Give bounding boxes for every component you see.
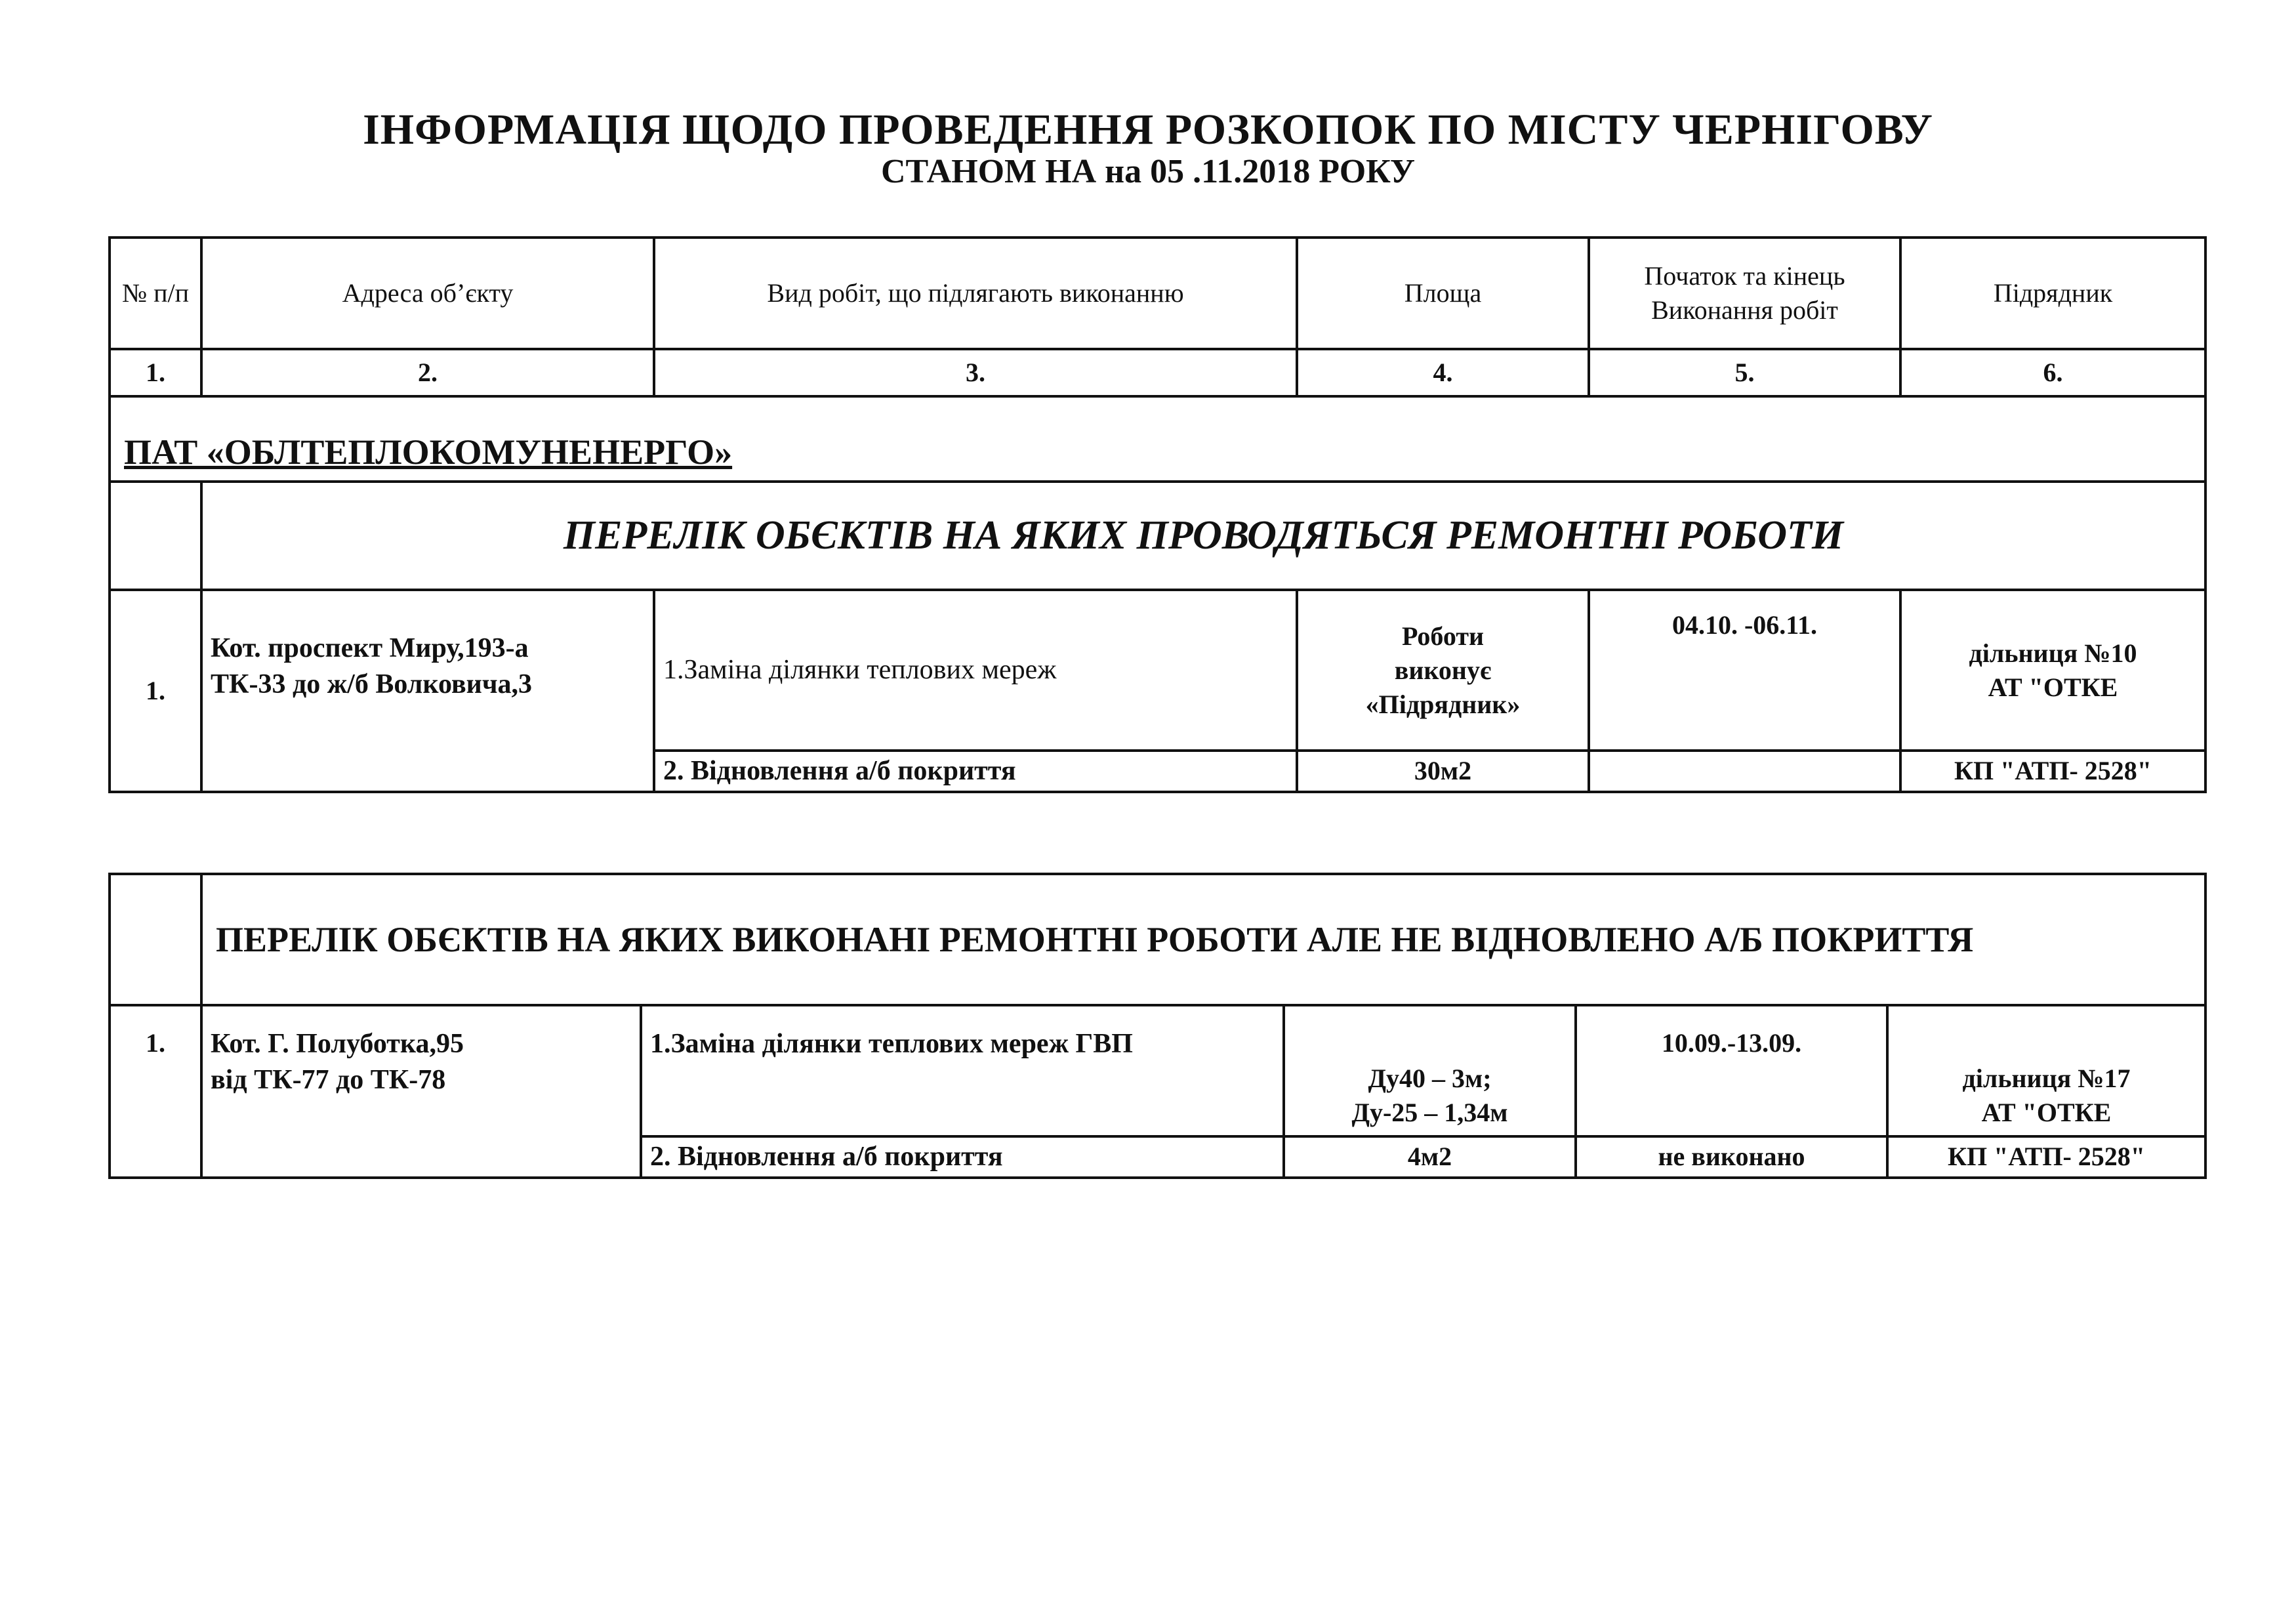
row-area-1-line1: Роботи [1401,621,1485,651]
row-contractor-1-line1: дільниця №10 [1969,638,2137,668]
row-period-1: 04.10. -06.11. [1589,590,1900,751]
row-number: 1. [110,590,201,792]
row-area-1-line3: «Підрядник» [1365,689,1521,719]
row-work-1: 1.Заміна ділянки теплових мереж ГВП [641,1005,1284,1136]
row-period-2 [1589,751,1900,792]
row-work-2: 2. Відновлення а/б покриття [641,1136,1284,1178]
row-number: 1. [110,1005,201,1178]
section1-title: ПЕРЕЛІК ОБЄКТІВ НА ЯКИХ ПРОВОДЯТЬСЯ РЕМОНТНІ РОБОТИ [201,482,2205,590]
row-contractor-1-line2: АТ "ОТКЕ [1981,1098,2112,1127]
header-no: № п/п [110,238,201,349]
header-contractor: Підрядник [1900,238,2205,349]
row-contractor-1 [1900,590,2205,751]
organization-row [110,396,2205,482]
header-area: Площа [1297,238,1589,349]
row-work-1: 1.Заміна ділянки теплових мереж [654,590,1297,751]
row-contractor-1-line2: АТ "ОТКЕ [1988,672,2118,702]
table-row [110,1005,2205,1136]
row-work-2: 2. Відновлення а/б покриття [654,751,1297,792]
section2-title-row [110,874,2205,1005]
column-number-1: 1. [110,349,201,396]
row-area-1-line1: Ду40 – 3м; [1368,1064,1492,1093]
section2-empty-cell [110,874,201,1005]
table-header-row [110,238,2205,349]
section2-title: ПЕРЕЛІК ОБЄКТІВ НА ЯКИХ ВИКОНАНІ РЕМОНТНІ РОБОТИ АЛЕ НЕ ВІДНОВЛЕНО А/Б ПОКРИТТЯ [201,874,2205,1005]
column-number-4: 4. [1297,349,1589,396]
row-address-line2: від ТК-77 до ТК-78 [211,1064,446,1095]
header-address: Адреса об’єкту [201,238,654,349]
row-contractor-2: КП "АТП- 2528" [1887,1136,2205,1178]
excavation-table-active [108,236,2207,793]
document-title: ІНФОРМАЦІЯ ЩОДО ПРОВЕДЕННЯ РОЗКОПОК ПО МІСТУ ЧЕРНІГОВУ [363,106,1933,154]
section1-title-row [110,482,2205,590]
organization-name: ПАТ «ОБЛТЕПЛОКОМУНЕНЕРГО» [110,396,2205,482]
row-period-1: 10.09.-13.09. [1576,1005,1887,1136]
row-area-1-line2: Ду-25 – 1,34м [1351,1098,1508,1127]
row-area-2: 4м2 [1284,1136,1576,1178]
row-address [201,1005,641,1178]
header-work-type: Вид робіт, що підлягають виконанню [654,238,1297,349]
row-contractor-2: КП "АТП- 2528" [1900,751,2205,792]
header-period-line1: Початок та кінець [1644,261,1845,291]
row-contractor-1-line1: дільниця №17 [1962,1064,2131,1093]
header-period [1589,238,1900,349]
row-address-line2: ТК-33 до ж/б Волковича,3 [211,669,533,699]
column-number-row [110,349,2205,396]
row-address-line1: Кот. проспект Миру,193-а [211,633,529,663]
row-contractor-1 [1887,1005,2205,1136]
row-area-1 [1284,1005,1576,1136]
section1-empty-cell [110,482,201,590]
table-row [110,590,2205,751]
row-address-line1: Кот. Г. Полуботка,95 [211,1029,464,1059]
row-period-2: не виконано [1576,1136,1887,1178]
row-area-2: 30м2 [1297,751,1589,792]
column-number-3: 3. [654,349,1297,396]
row-address [201,590,654,792]
header-period-line2: Виконання робіт [1651,295,1838,325]
column-number-5: 5. [1589,349,1900,396]
document-subtitle: СТАНОМ НА на 05 .11.2018 РОКУ [881,153,1415,190]
excavation-table-completed [108,873,2207,1179]
column-number-2: 2. [201,349,654,396]
row-area-1 [1297,590,1589,751]
row-area-1-line2: виконує [1394,655,1492,685]
column-number-6: 6. [1900,349,2205,396]
